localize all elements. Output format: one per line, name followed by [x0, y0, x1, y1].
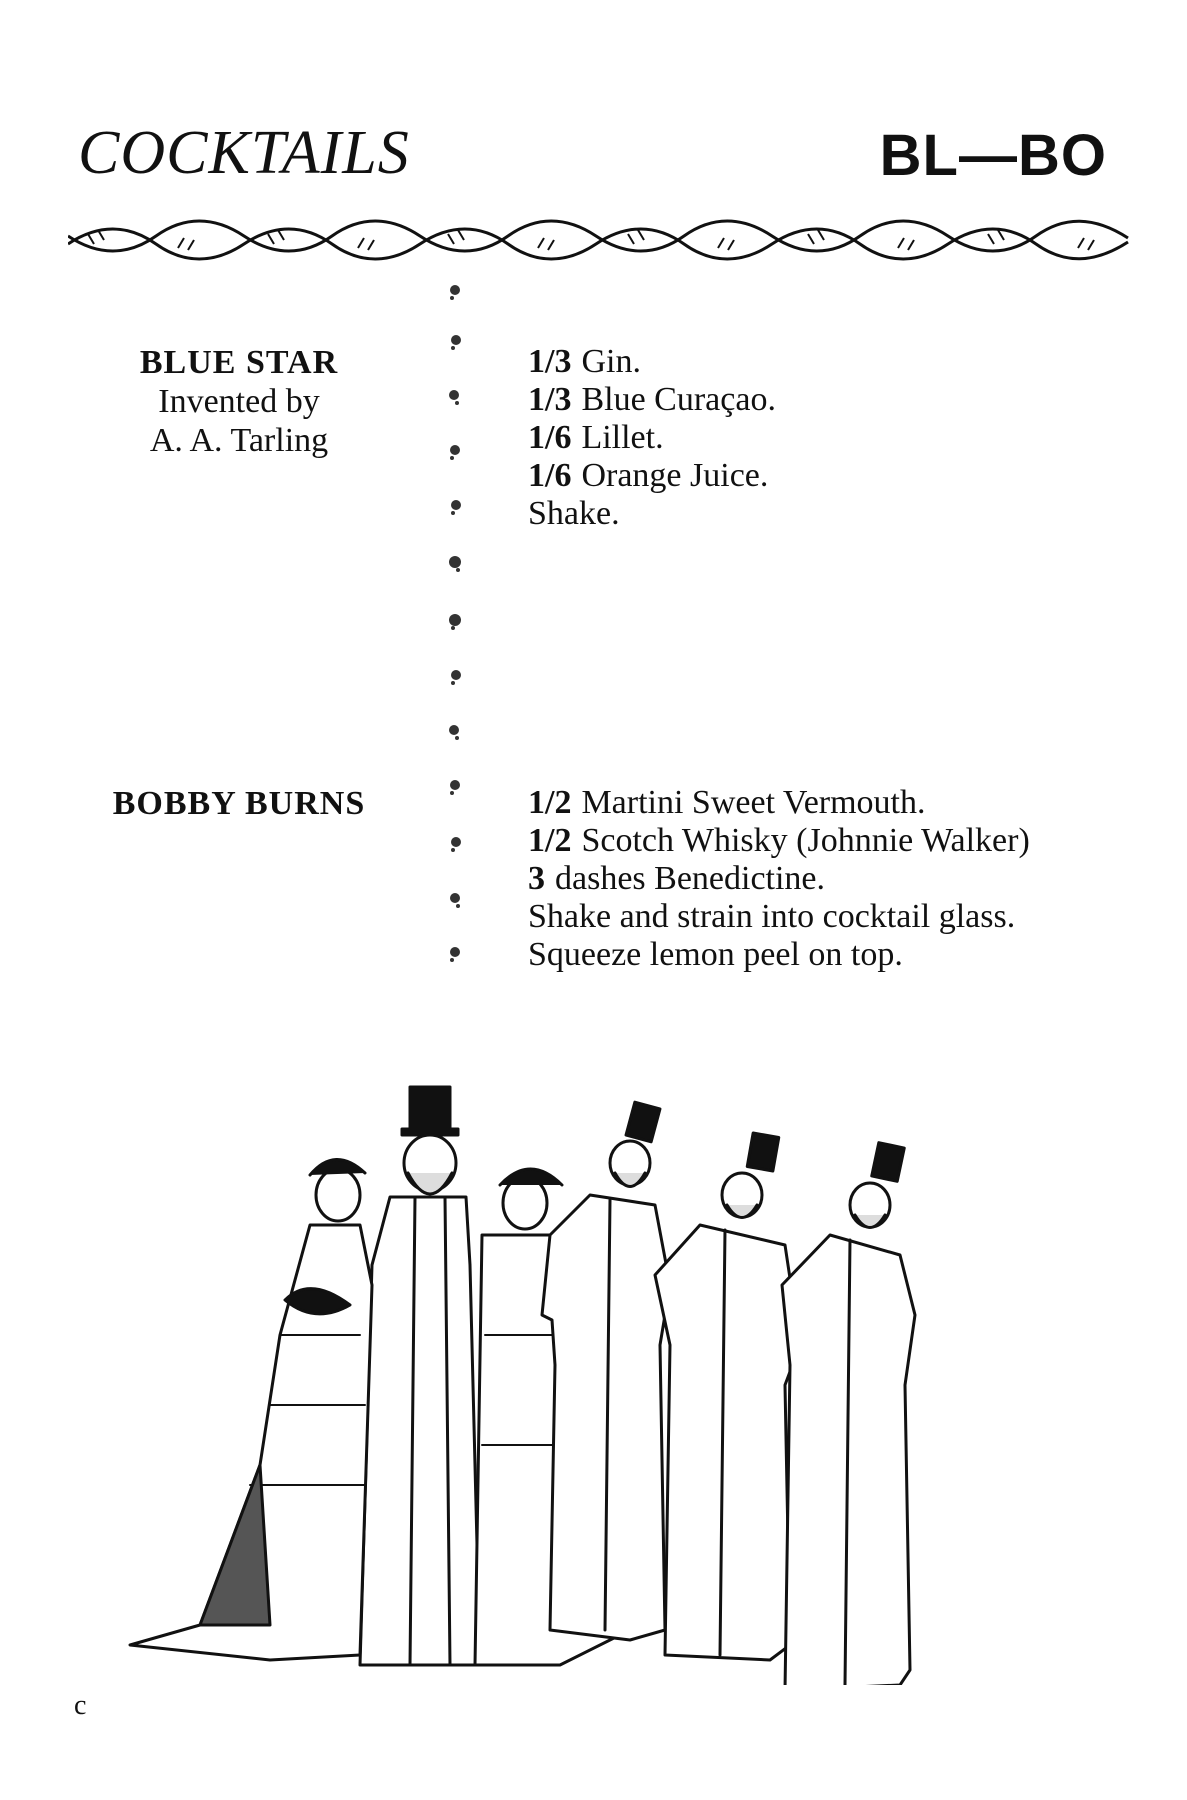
ingredient-quantity: 1/2	[528, 784, 572, 821]
ingredient-quantity: 1/3	[528, 343, 572, 380]
ingredient-quantity: 1/6	[528, 457, 572, 494]
recipe-credit-line: Invented by	[158, 383, 320, 420]
ingredient-text: dashes Benedictine.	[555, 860, 826, 897]
ornamental-dotted-divider	[438, 280, 472, 980]
instruction-line	[528, 898, 1030, 936]
instruction-text: Shake and strain into cocktail glass.	[528, 898, 1016, 935]
instruction-line	[528, 495, 776, 533]
recipe-ingredients	[528, 784, 1030, 974]
ingredient-quantity: 3	[528, 860, 545, 897]
ingredient-quantity: 1/3	[528, 381, 572, 418]
page-header-title: COCKTAILS	[78, 119, 410, 187]
page-signature-mark: c	[74, 1690, 87, 1721]
page-header-range: BL—BO	[879, 123, 1107, 188]
recipe-title: BLUE STAR	[139, 344, 339, 381]
ingredient-line	[528, 381, 776, 419]
left-lady-figure	[130, 1159, 372, 1660]
ingredient-text: Blue Curaçao.	[581, 381, 776, 418]
recipe-name-block	[64, 784, 414, 823]
instruction-text: Squeeze lemon peel on top.	[528, 936, 903, 973]
ingredient-text: Lillet.	[581, 419, 664, 456]
recipe-credit-line: A. A. Tarling	[149, 422, 329, 459]
ingredient-line	[528, 419, 776, 457]
gentleman-figure	[782, 1143, 915, 1685]
ingredient-line	[528, 784, 1030, 822]
ingredient-line	[528, 860, 1030, 898]
instruction-line	[528, 936, 1030, 974]
decorative-rope-border	[68, 216, 1133, 262]
gentleman-figure	[655, 1133, 800, 1660]
victorian-figures-illustration	[110, 1085, 1070, 1685]
ingredient-line	[528, 457, 776, 495]
ingredient-quantity: 1/6	[528, 419, 572, 456]
ingredient-text: Scotch Whisky (Johnnie Walker)	[581, 822, 1030, 859]
ingredient-text: Martini Sweet Vermouth.	[581, 784, 926, 821]
ingredient-line	[528, 343, 776, 381]
recipe-name-block	[64, 343, 414, 460]
ingredient-quantity: 1/2	[528, 822, 572, 859]
instruction-text: Shake.	[528, 495, 620, 532]
ingredient-line	[528, 822, 1030, 860]
recipe-title: BOBBY BURNS	[112, 785, 366, 822]
ingredient-text: Orange Juice.	[581, 457, 769, 494]
ingredient-text: Gin.	[581, 343, 641, 380]
central-gentleman-figure	[360, 1087, 480, 1665]
recipe-ingredients	[528, 343, 776, 533]
